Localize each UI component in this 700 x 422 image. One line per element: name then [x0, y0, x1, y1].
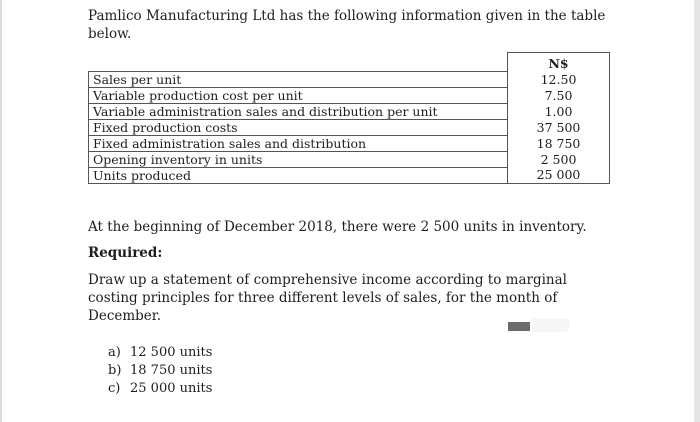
table-row — [89, 151, 610, 167]
row-label: Fixed administration sales and distribution — [89, 135, 508, 151]
sales-level-options — [108, 344, 212, 398]
table-row — [89, 167, 610, 183]
row-label: Fixed production costs — [89, 119, 508, 135]
row-label: Opening inventory in units — [89, 151, 508, 167]
row-label: Units produced — [89, 167, 508, 183]
list-item — [108, 362, 212, 380]
row-label: Sales per unit — [89, 71, 508, 87]
row-value: 25 000 — [508, 167, 610, 183]
table-row — [89, 135, 610, 151]
page-left-edge — [0, 0, 2, 422]
option-text: 12 500 units — [130, 345, 213, 360]
table-row — [89, 87, 610, 103]
required-heading: Required: — [88, 245, 163, 261]
redaction-smudge — [532, 318, 570, 332]
list-item — [108, 380, 212, 398]
table-header-row — [89, 53, 610, 72]
row-value: 2 500 — [508, 151, 610, 167]
option-text: 18 750 units — [130, 363, 213, 378]
table-row — [89, 119, 610, 135]
row-value: 12.50 — [508, 71, 610, 87]
table-row — [89, 103, 610, 119]
row-value: 18 750 — [508, 135, 610, 151]
cost-information-table — [88, 52, 610, 184]
option-letter: a) — [108, 345, 121, 360]
row-value: 1.00 — [508, 103, 610, 119]
intro-text: Pamlico Manufacturing Ltd has the following information given in the table below. — [88, 8, 606, 42]
currency-header: N$ — [508, 53, 610, 72]
row-value: 7.50 — [508, 87, 610, 103]
option-letter: b) — [108, 363, 122, 378]
row-label: Variable production cost per unit — [89, 87, 508, 103]
instruction-paragraph: Draw up a statement of comprehensive income according to marginal costing principles for three different levels of sales, for the month of December. — [88, 272, 567, 324]
page-right-edge — [694, 0, 700, 422]
row-label: Variable administration sales and distribution per unit — [89, 103, 508, 119]
list-item — [108, 344, 212, 362]
redaction-mark — [508, 322, 530, 331]
option-letter: c) — [108, 381, 121, 396]
table-row — [89, 71, 610, 87]
row-value: 37 500 — [508, 119, 610, 135]
option-text: 25 000 units — [130, 381, 213, 396]
inventory-paragraph: At the beginning of December 2018, there were 2 500 units in inventory. — [88, 219, 587, 235]
